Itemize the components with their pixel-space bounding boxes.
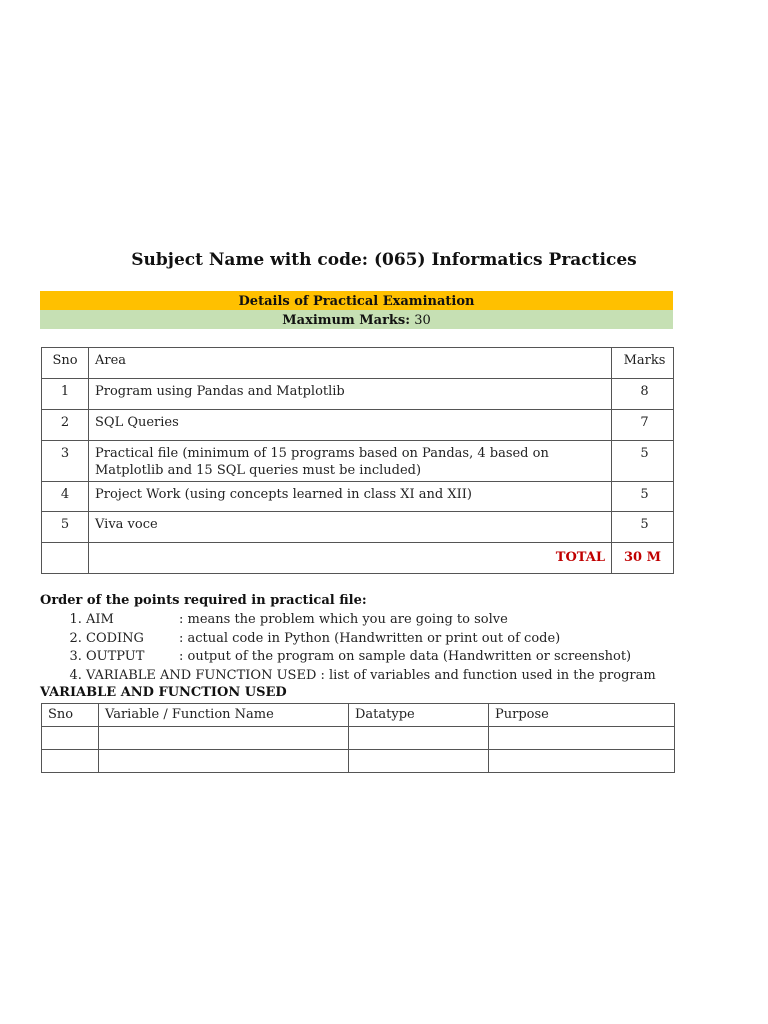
total-empty-cell <box>42 543 89 574</box>
max-marks-value: 30 <box>414 313 431 328</box>
header-sno: Sno <box>42 704 99 727</box>
header-datatype: Datatype <box>349 704 489 727</box>
order-heading: Order of the points required in practical file: <box>40 593 367 608</box>
list-item <box>86 667 726 686</box>
row-sno: 1 <box>42 379 89 410</box>
total-row <box>42 543 674 574</box>
header-purpose: Purpose <box>489 704 675 727</box>
point-desc: : means the problem which you are going to solve <box>179 612 508 627</box>
row-area: SQL Queries <box>89 410 612 441</box>
row-area <box>89 441 612 482</box>
point-desc: : output of the program on sample data (Handwritten or screenshot) <box>179 649 632 665</box>
header-marks: Marks <box>612 348 674 379</box>
point-name: CODING <box>86 630 144 646</box>
empty-cell[interactable] <box>42 727 99 750</box>
empty-cell[interactable] <box>99 727 349 750</box>
header-area: Area <box>89 348 612 379</box>
row-marks: 8 <box>612 379 674 410</box>
row-marks: 5 <box>612 512 674 543</box>
header-sno: Sno <box>42 348 89 379</box>
table-row <box>42 750 675 773</box>
point-text: VARIABLE AND FUNCTION USED : list of variables and function used in the program <box>86 667 656 683</box>
point-name: AIM <box>86 612 114 627</box>
row-area-line: Practical file (minimum of 15 programs based on Pandas, 4 based on <box>95 446 549 461</box>
row-area: Project Work (using concepts learned in class XI and XII) <box>89 482 612 512</box>
total-value: 30 M <box>612 543 674 574</box>
row-marks: 5 <box>612 441 674 482</box>
empty-cell[interactable] <box>489 727 675 750</box>
empty-cell[interactable] <box>99 750 349 773</box>
points-list <box>40 611 726 685</box>
table-header-row <box>42 348 674 379</box>
row-marks: 7 <box>612 410 674 441</box>
row-sno: 2 <box>42 410 89 441</box>
exam-details-band: Details of Practical Examination <box>40 291 673 310</box>
point-name: OUTPUT <box>86 649 145 665</box>
list-item <box>86 648 726 667</box>
row-area: Viva voce <box>89 512 612 543</box>
header-variable-name: Variable / Function Name <box>99 704 349 727</box>
row-area: Program using Pandas and Matplotlib <box>89 379 612 410</box>
empty-cell[interactable] <box>349 750 489 773</box>
max-marks-band <box>40 310 673 329</box>
empty-cell[interactable] <box>489 750 675 773</box>
table-header-row <box>42 704 675 727</box>
point-desc: : actual code in Python (Handwritten or print out of code) <box>179 630 561 646</box>
table-row <box>42 727 675 750</box>
row-sno: 5 <box>42 512 89 543</box>
empty-cell[interactable] <box>349 727 489 750</box>
table-row <box>42 410 674 441</box>
table-row <box>42 482 674 512</box>
empty-cell[interactable] <box>42 750 99 773</box>
row-sno: 4 <box>42 482 89 512</box>
table-row <box>42 512 674 543</box>
row-marks: 5 <box>612 482 674 512</box>
list-item <box>86 611 726 630</box>
row-sno: 3 <box>42 441 89 482</box>
variables-heading: VARIABLE AND FUNCTION USED <box>40 685 287 700</box>
page-title: Subject Name with code: (065) Informatics Practices <box>131 250 637 270</box>
variables-table <box>41 703 675 773</box>
total-label: TOTAL <box>89 543 612 574</box>
table-row <box>42 379 674 410</box>
marks-table <box>41 347 674 574</box>
table-row <box>42 441 674 482</box>
list-item <box>86 630 726 649</box>
row-area-line: Matplotlib and 15 SQL queries must be included) <box>95 463 422 478</box>
max-marks-label: Maximum Marks: <box>282 313 411 328</box>
